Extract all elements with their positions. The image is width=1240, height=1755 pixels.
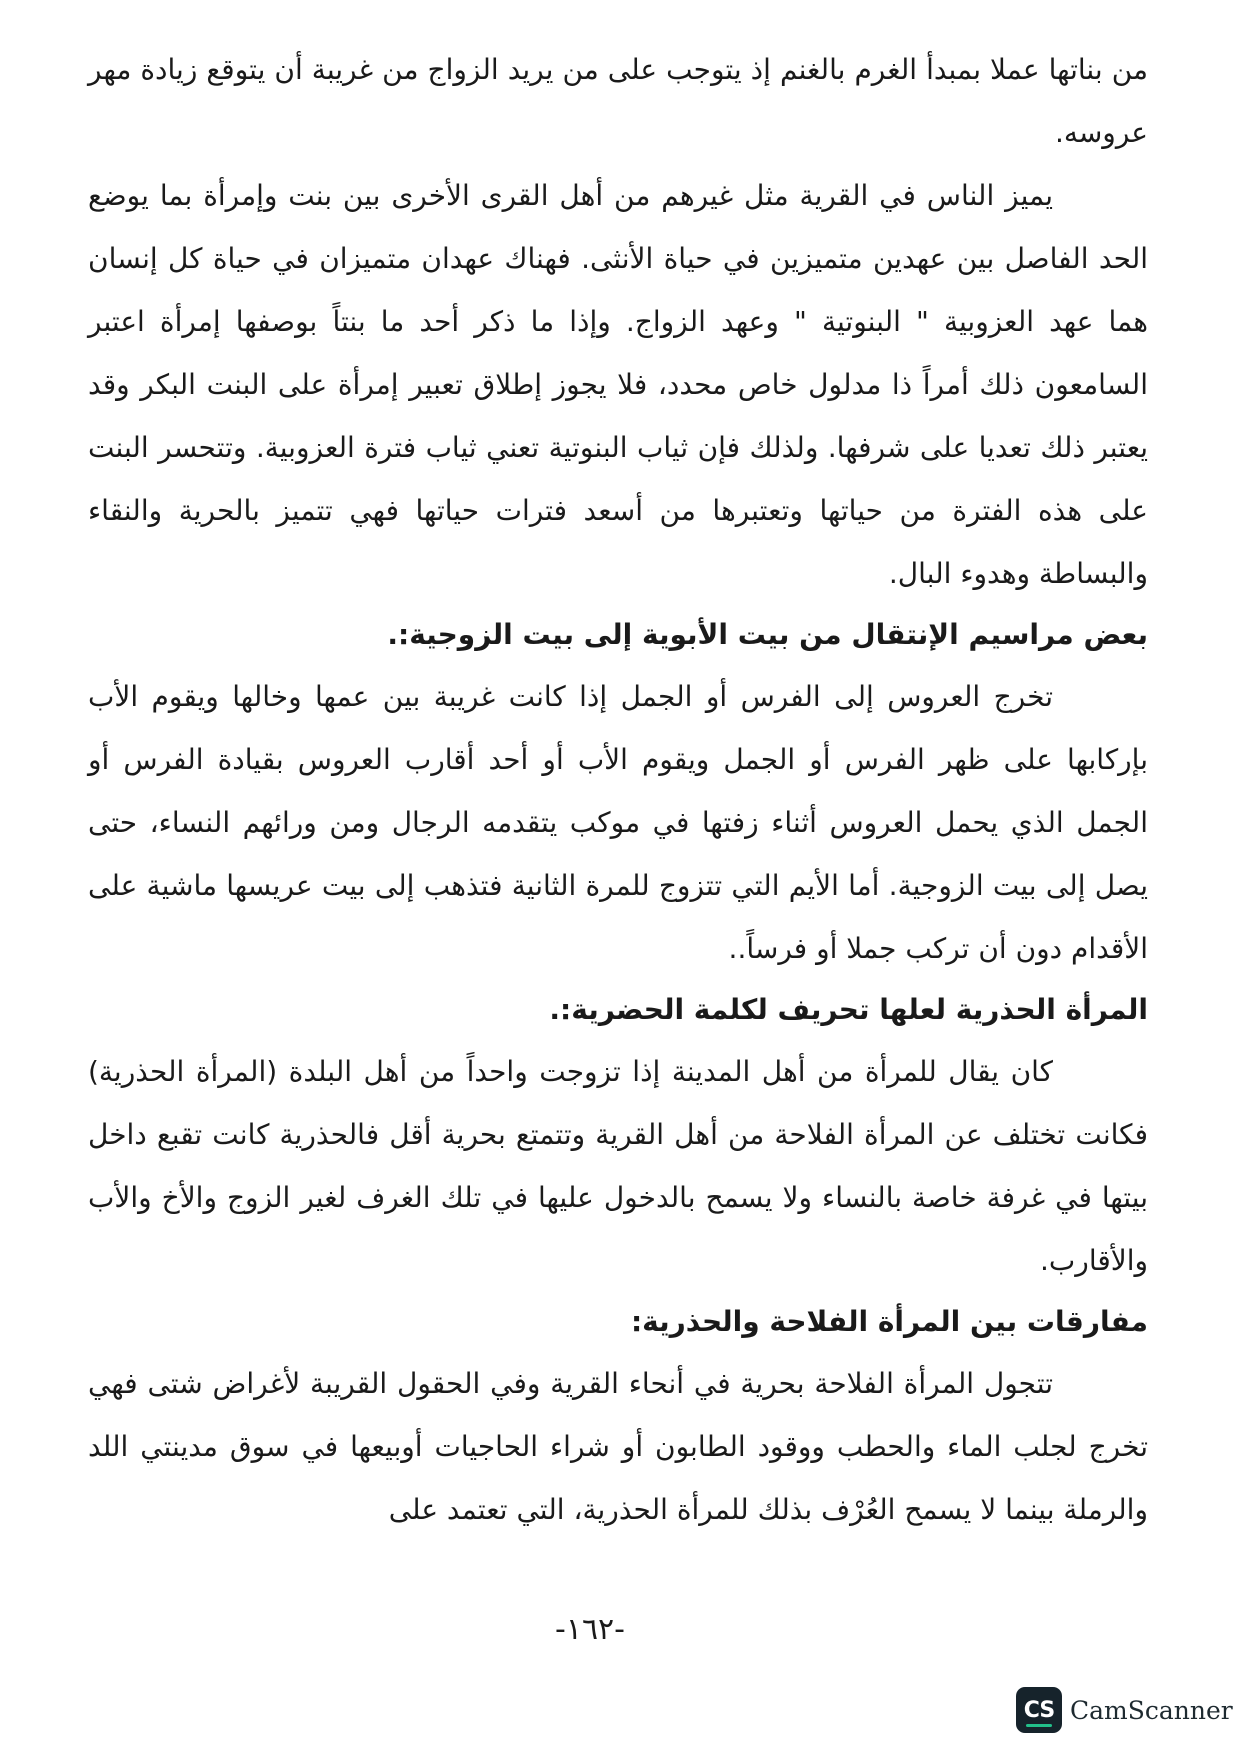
camscanner-logo-icon: CS — [1016, 1687, 1062, 1733]
paragraph: كان يقال للمرأة من أهل المدينة إذا تزوجت واحداً من أهل البلدة (المرأة الحذرية) فكانت تختلف عن المرأة الفلاحة من أهل القرية وتتمتع بحرية أقل فالحذرية كانت تقبع داخل بيتها في غرفة خاصة بالنساء ولا يسمح بالدخول عليها في تلك الغرف لغير الزوج والأخ والأب والأقارب. — [88, 1055, 1148, 1277]
page-number: -١٦٢- — [555, 1612, 625, 1647]
paragraph: يميز الناس في القرية مثل غيرهم من أهل القرى الأخرى بين بنت وإمرأة بما يوضع الحد الفاصل بين عهدين متميزين في حياة الأنثى. فهناك عهدان متميزان في حياة كل إنسان هما عهد العزوبية " البنوتية " وعهد الزواج. وإذا ما ذكر أحد ما بنتاً بوصفها إمرأة اعتبر السامعون ذلك أمراً ذا مدلول خاص محدد، فلا يجوز إطلاق تعبير إمرأة على البنت البكر وقد يعتبر ذلك تعديا على شرفها. ولذلك فإن ثياب البنوتية تعني ثياب فترة العزوبية. وتتحسر البنت على هذه الفترة من حياتها وتعتبرها من أسعد فترات حياتها فهي تتميز بالحرية والنقاء والبساطة وهدوء البال. — [88, 179, 1148, 590]
document-body — [88, 38, 1148, 1541]
camscanner-watermark — [1016, 1686, 1233, 1734]
camscanner-brand-text: CamScanner — [1070, 1695, 1233, 1725]
paragraph: تتجول المرأة الفلاحة بحرية في أنحاء القرية وفي الحقول القريبة لأغراض شتى فهي تخرج لجلب الماء والحطب ووقود الطابون أو شراء الحاجيات أوبيعها في سوق مدينتي اللد والرملة بينما لا يسمح العُرْف بذلك للمرأة الحذرية، التي تعتمد على — [88, 1367, 1148, 1526]
section-heading: مفارقات بين المرأة الفلاحة والحذرية: — [630, 1305, 1148, 1338]
section-heading: المرأة الحذرية لعلها تحريف لكلمة الحضرية:. — [549, 993, 1148, 1026]
paragraph: من بناتها عملا بمبدأ الغرم بالغنم إذ يتوجب على من يريد الزواج من غريبة أن يتوقع زيادة مهر عروسه. — [88, 53, 1148, 149]
section-heading: بعض مراسيم الإنتقال من بيت الأبوية إلى بيت الزوجية:. — [387, 618, 1148, 651]
paragraph: تخرج العروس إلى الفرس أو الجمل إذا كانت غريبة بين عمها وخالها ويقوم الأب بإركابها على ظهر الفرس أو الجمل ويقوم الأب أو أحد أقارب العروس بقيادة الفرس أو الجمل الذي يحمل العروس أثناء زفتها في موكب يتقدمه الرجال ومن ورائهم النساء، حتى يصل إلى بيت الزوجية. أما الأيم التي تتزوج للمرة الثانية فتذهب إلى بيت عريسها ماشية على الأقدام دون أن تركب جملا أو فرساً.. — [88, 680, 1148, 965]
